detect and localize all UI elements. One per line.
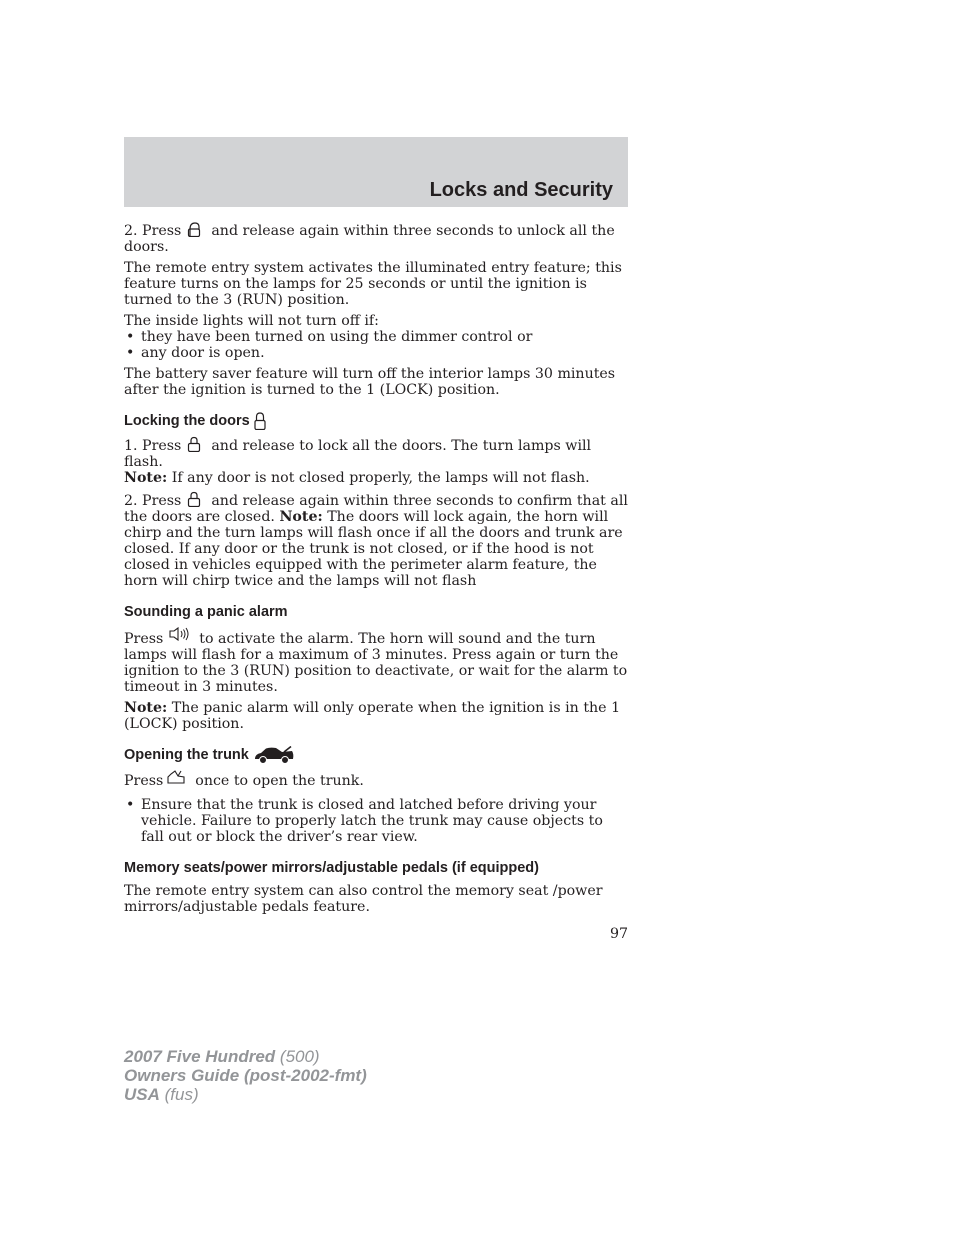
lock-icon <box>187 491 201 507</box>
list-item: • any door is open. <box>124 345 630 361</box>
lock-icon <box>187 436 201 452</box>
page-number: 97 <box>609 926 628 942</box>
section-header <box>124 137 628 207</box>
note-label: Note: <box>279 509 323 525</box>
note-label: Note: <box>124 470 168 486</box>
list-item: • Ensure that the trunk is closed and latched before driving your vehicle. Failure to properly latch the trunk may cause objects to fall out or block the driver’s rear view. <box>124 797 630 845</box>
list-item: • they have been turned on using the dimmer control or <box>124 329 630 345</box>
locking-heading: Locking the doors <box>124 412 630 430</box>
footer-line-2: Owners Guide (post-2002-fmt) <box>124 1066 367 1085</box>
document-footer <box>124 1047 367 1104</box>
note-label: Note: <box>124 700 168 716</box>
panic-heading: Sounding a panic alarm <box>124 604 288 620</box>
trunk-text: Press once to open the trunk. <box>124 770 630 789</box>
page-content <box>124 221 630 915</box>
panic-icon <box>169 627 189 641</box>
section-title: Locks and Security <box>429 179 613 201</box>
unlock-step-2: 2. Press and release again within three seconds to unlock all the doors. <box>124 223 615 255</box>
lock-step-2: 2. Press and release again within three seconds to confirm that all the doors are closed. Note: The doors will lock again, the horn will chirp and the turn lamps will flash once if all the doors and trunk are closed. If any door or the trunk is not closed, or if the hood is not closed in vehicles equipped with the perimeter alarm feature, the horn will chirp twice and the lamps will not flash <box>124 493 628 589</box>
footer-line-3: USA (fus) <box>124 1085 199 1104</box>
illuminated-entry-text: The remote entry system activates the illuminated entry feature; this feature turns on the lamps for 25 seconds or until the ignition is turned to the 3 (RUN) position. <box>124 260 622 308</box>
inside-lights-intro: The inside lights will not turn off if: <box>124 313 379 329</box>
footer-line-1: 2007 Five Hundred (500) <box>124 1047 320 1066</box>
memory-text: The remote entry system can also control the memory seat /power mirrors/adjustable pedals feature. <box>124 883 603 915</box>
panic-note: Note: The panic alarm will only operate when the ignition is in the 1 (LOCK) position. <box>124 700 621 732</box>
panic-text: Press to activate the alarm. The horn will sound and the turn lamps will flash for a maximum of 3 minutes. Press again or turn the ignition to the 3 (RUN) position to deactivate, or wait for the alarm to timeout in 3 minutes. <box>124 627 630 695</box>
memory-heading: Memory seats/power mirrors/adjustable pedals (if equipped) <box>124 860 539 876</box>
unlock-icon <box>187 221 201 237</box>
lock-icon <box>254 412 266 430</box>
trunk-heading: Opening the trunk <box>124 746 630 764</box>
trunk-icon <box>167 770 185 784</box>
car-trunk-icon <box>254 746 294 764</box>
battery-saver-text: The battery saver feature will turn off the interior lamps 30 minutes after the ignition is turned to the 1 (LOCK) position. <box>124 366 616 398</box>
lock-step-1: 1. Press and release to lock all the doors. The turn lamps will flash. Note: If any door is not closed properly, the lamps will not flash. <box>124 438 592 486</box>
